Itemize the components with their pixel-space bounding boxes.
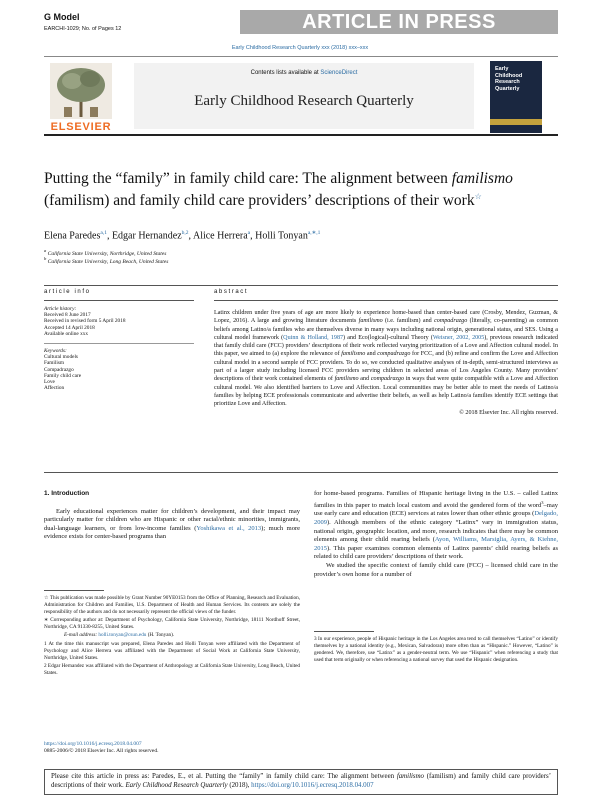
footnote: E-mail address: holli.tonyan@csun.edu (H. Tonyan).: [64, 632, 175, 639]
divider: [214, 300, 558, 301]
journal-title[interactable]: Early Childhood Research Quarterly: [194, 93, 414, 109]
keyword: Affection: [44, 385, 65, 392]
doi-block: [44, 741, 158, 755]
footnote: ☆ This publication was made possible by Grant Number 90YE0153 from the Office of Planning, Research and Evaluation, Administration for Children and Families, U.S. Department of Health and Human Services. Its contents are solely the responsibility of the authors and do not necessarily represent the official views of the funder.: [44, 595, 300, 616]
section-heading: 1. Introduction: [44, 490, 90, 497]
keyword: Cultural models: [44, 354, 78, 361]
footnote: ∗ Corresponding author at: Department of Psychology, California State University, Northridge, 18111 Nordhoff Street, Northridge, CA 91330-8255, United States.: [44, 617, 300, 631]
footnote: 3 In our experience, people of Hispanic heritage in the Los Angeles area tend to call themselves “Latino” or identify themselves by a national identity (e.g., Mexican, Salvadoran) more often than as “Hispanic.” However, “Latino” is gendered. We, therefore, use “Latinx” as a gender-neutral term. We use “Hispanic” when referencing a study that used that term originally or when referencing a national survey that used the Hispanic designation.: [314, 636, 558, 664]
email-link[interactable]: holli.tonyan@csun.edu: [98, 632, 147, 639]
history-item: Received 8 June 2017: [44, 312, 91, 319]
citation-link[interactable]: Weisner, 2002, 2005: [432, 334, 485, 341]
journal-cover-image[interactable]: [490, 61, 542, 133]
affiliation: $^b$ California State University, Long Beach, United States: [44, 256, 169, 265]
abstract-heading: abstract: [214, 289, 249, 295]
keyword: Familism: [44, 360, 65, 367]
author-name[interactable]: Edgar Hernandez: [111, 230, 182, 242]
g-model-label: G Model: [44, 12, 80, 22]
footnote-rule: [44, 590, 104, 591]
keyword: Compadrazgo: [44, 366, 74, 373]
footnote-rule: [314, 631, 374, 632]
elsevier-logo[interactable]: [44, 61, 118, 133]
article-code: EARCHI-1029; No. of Pages 12: [44, 26, 122, 32]
citation-link[interactable]: Ayon, Williams, Marsiglia, Ayers, & Kiehne, 2015: [314, 536, 558, 552]
paragraph: Early educational experiences matter for children’s development, and their impact may particularly matter for children who are Hispanic or other racial/ethnic minorities, immigrants, dual-language learners, or from low-income families (Yoshikawa et al., 2013); much more evidence exists for center-based programs than: [44, 507, 300, 541]
intro-column-left: [44, 490, 300, 542]
keywords-label: Keywords:: [44, 348, 67, 355]
abstract-body: Latinx children under five years of age are more likely to experience home-based than center-based care (Crosby, Mendez, Guzman, & Lopez, 2016). A large and growing literature documents familismo (i.e. familism) and compadrazgo (literally, co-parenting) as common beliefs among Latino/a families who are themselves diverse in many ways including national origin, generational status, and SES. Using a cultural model framework (Quinn & Holland, 1987) and Eco(logical)-cultural Theory (Weisner, 2002, 2005), previous research indicated that family child care (FCC) providers’ descriptions of their work reflected varying prioritization of a Love and Affection cultural model. In this paper, we aimed to (a) explore the relevance of familismo and compadrazgo for FCC, and (b) refine and confirm the Love and Affection cultural model in a second sample of FCC providers. To do so, we conducted qualitative analyses of in-depth, semi-structured interviews as part of a larger study including licensed FCC providers serving children in selected areas of Los Angeles County. Many providers’ descriptions of their work contained elements of familismo and compadrazgo in ways that were quite compatible with a Love and Affection cultural model. We also identified barriers to Love and Affection. Local communities may be better able to meet the needs of Latino/a families by helping ECE professionals communicate and advertise their beliefs, as well as help Latino/a families identify ECE settings that prioritize Love and Affection. © 2018 Elsevier Inc. All rights reserved.: [214, 310, 558, 416]
elsevier-tree-icon: [50, 63, 112, 119]
affiliation: $^a$ California State University, Northridge, United States: [44, 248, 167, 257]
article-info-heading: article info: [44, 289, 91, 295]
citation-link[interactable]: Yoshikawa et al., 2013: [196, 524, 262, 532]
article-in-press-banner: ARTICLE IN PRESS: [240, 10, 558, 34]
history-item: Received in revised form 5 April 2018: [44, 318, 126, 325]
contents-prefix: Contents lists available at: [250, 70, 319, 76]
paragraph: for home-based programs. Families of Hispanic heritage living in the U.S. – called Latinx families in this paper to match local custom and avoid the gendered form of the word$^3$–may use early care and education (ECE) services at rates lower than other ethnic groups (Delgado, 2009). Although members of the ethnic category “Latinx” vary in immigration status, national origin, geographic location, and more, research indicates that there may be common elements among their child rearing beliefs (Ayon, Williams, Marsiglia, Ayers, & Kiehne, 2015). This paper examines common elements of Latinx parents’ child rearing beliefs as related to child care providers’ descriptions of their work.: [314, 490, 558, 561]
funding-note-mark[interactable]: ☆: [474, 192, 482, 201]
keyword: Family child care: [44, 372, 82, 379]
divider: [44, 472, 558, 473]
article-title: Putting the “family” in family child care: The alignment between familismo (familism) and family child care providers’ descriptions of their work☆: [44, 170, 513, 210]
journal-header: [44, 56, 558, 136]
cite-doi-link[interactable]: https://doi.org/10.1016/j.ecresq.2018.04.007: [251, 781, 374, 789]
keyword: Love: [44, 379, 55, 386]
cover-band: [490, 119, 542, 125]
cover-title: Early Childhood Research Quarterly: [495, 66, 523, 92]
footnote: 2 Edgar Hernandez was affiliated with the Department of Anthropology at California State University, Long Beach, United States.: [44, 662, 300, 676]
copyright: © 2018 Elsevier Inc. All rights reserved.: [459, 409, 558, 416]
doi-link[interactable]: https://doi.org/10.1016/j.ecresq.2018.04.007: [44, 741, 142, 747]
elsevier-wordmark: ELSEVIER: [50, 121, 112, 133]
footnotes-right: [314, 631, 558, 665]
issn-line: 0885-2006/© 2018 Elsevier Inc. All rights reserved.: [44, 748, 159, 754]
divider: [44, 343, 194, 344]
history-label: Article history:: [44, 306, 77, 312]
author-name[interactable]: Alice Herrera: [192, 230, 248, 242]
citation-link[interactable]: Delgado, 2009: [314, 510, 558, 526]
history-item: Available online xxx: [44, 330, 89, 337]
please-cite-box: Please cite this article in press as: Paredes, E., et al. Putting the “family” in family child care: The alignment between familismo (familism) and family child care providers’ descriptions of their work. Early Childhood Research Quarterly (2018), https://doi.org/10.1016/j.ecresq.2018.04.007: [44, 769, 558, 795]
author-list: Elena Paredes$^{a,1}$, Edgar Hernandez$^{b,2}$, Alice Herrera$^a$, Holli Tonyan$^{a,∗,1}$: [44, 230, 321, 242]
top-bar: [0, 0, 600, 38]
citation-link[interactable]: Quinn & Holland, 1987: [283, 334, 344, 341]
author-name[interactable]: Holli Tonyan: [255, 230, 308, 242]
author-name[interactable]: Elena Paredes: [44, 230, 101, 242]
divider: [44, 300, 194, 301]
footnotes-left: [44, 590, 300, 678]
journal-citation-line[interactable]: Early Childhood Research Quarterly xxx (2018) xxx–xxx: [231, 45, 369, 51]
sciencedirect-link[interactable]: ScienceDirect: [320, 70, 358, 76]
footnote: 1 At the time this manuscript was prepared, Elena Paredes and Holli Tonyan were affiliated with the Department of Psychology and Alice Herrera was affiliated with the Department of Social Work at California State University, Northridge, United States.: [44, 640, 300, 661]
divider: [44, 285, 558, 286]
paragraph: We studied the specific context of family child care (FCC) – licensed child care in the provider’s own home for a number of: [314, 561, 558, 578]
history-item: Accepted 14 April 2018: [44, 324, 95, 331]
article-info: [44, 306, 194, 391]
intro-column-right: [314, 490, 558, 579]
contents-line: [134, 70, 474, 76]
